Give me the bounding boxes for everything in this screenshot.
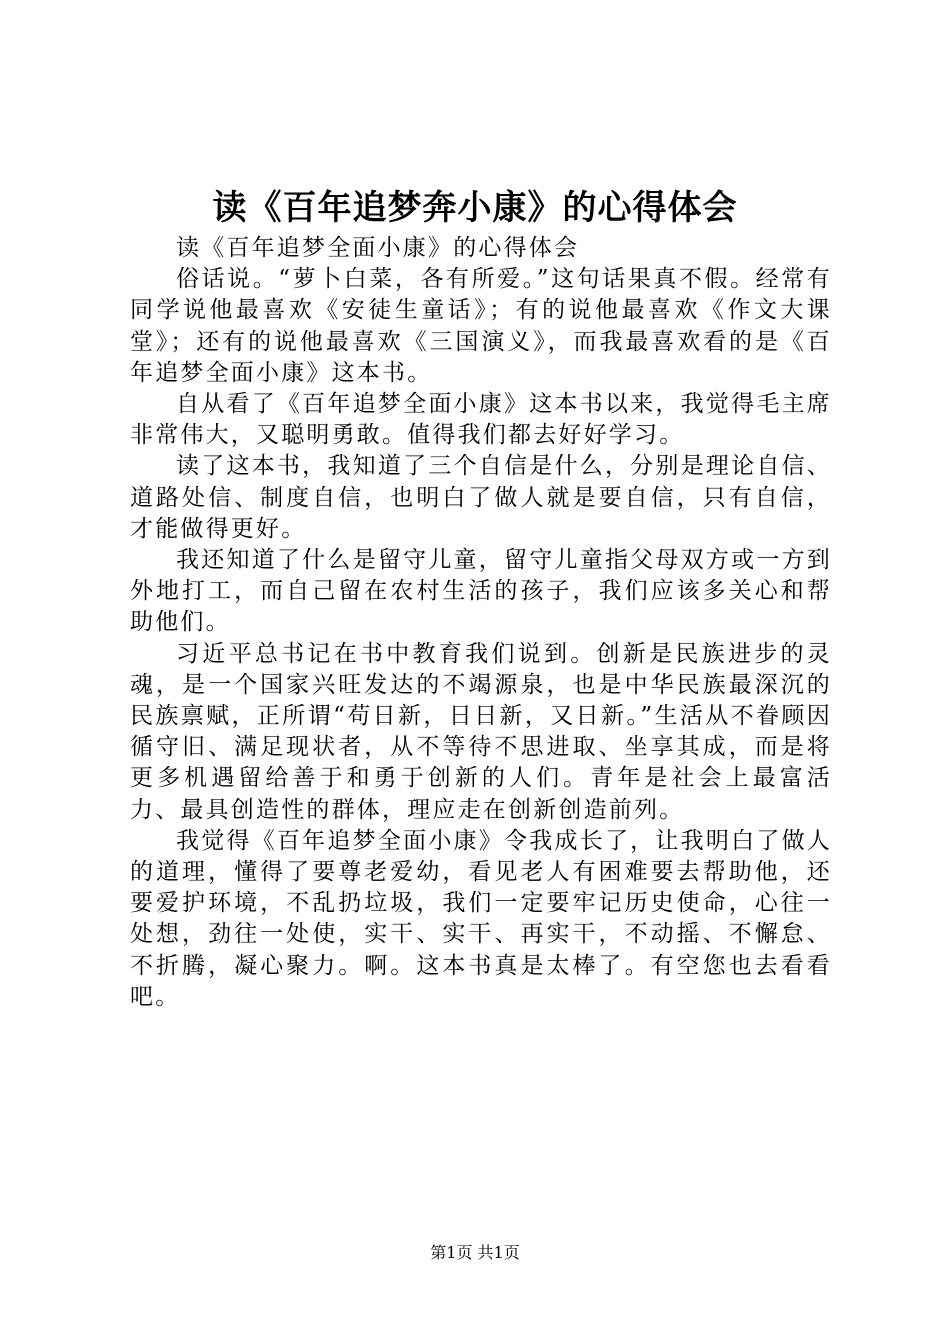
- paragraph: 自从看了《百年追梦全面小康》这本书以来，我觉得毛主席非常伟大，又聪明勇敢。值得我们都去好好学习。: [130, 391, 832, 449]
- paragraph: 我觉得《百年追梦全面小康》令我成长了，让我明白了做人的道理，懂得了要尊老爱幼，看见老人有困难要去帮助他，还要爱护环境，不乱扔垃圾，我们一定要牢记历史使命，心往一处想，劲往一处使，实干、实干、再实干，不动摇、不懈怠、不折腾，凝心聚力。啊。这本书真是太棒了。有空您也去看看吧。: [130, 827, 832, 1010]
- document-body: [130, 233, 832, 1013]
- paragraph: 读了这本书，我知道了三个自信是什么，分别是理论自信、道路处信、制度自信，也明白了做人就是要自信，只有自信，才能做得更好。: [130, 453, 832, 542]
- paragraph: 俗话说。“萝卜白菜，各有所爱。”这句话果真不假。经常有同学说他最喜欢《安徒生童话》；有的说他最喜欢《作文大课堂》；还有的说他最喜欢《三国演义》，而我最喜欢看的是《百年追梦全面小康》这本书。: [130, 266, 832, 386]
- paragraph: 习近平总书记在书中教育我们说到。创新是民族进步的灵魂，是一个国家兴旺发达的不竭源泉，也是中华民族最深沉的民族禀赋，正所谓“苟日新，日日新，又日新。”生活从不眷顾因循守旧、满足现状者，从不等待不思进取、坐享其成，而是将更多机遇留给善于和勇于创新的人们。青年是社会上最富活力、最具创造性的群体，理应走在创新创造前列。: [130, 640, 832, 823]
- document-title: 读《百年追梦奔小康》的心得体会: [212, 188, 738, 228]
- paragraph: 我还知道了什么是留守儿童，留守儿童指父母双方或一方到外地打工，而自己留在农村生活的孩子，我们应该多关心和帮助他们。: [130, 547, 832, 636]
- page-footer: 第1页 共1页: [430, 1243, 520, 1262]
- paragraph-subtitle: 读《百年追梦全面小康》的心得体会: [176, 235, 580, 261]
